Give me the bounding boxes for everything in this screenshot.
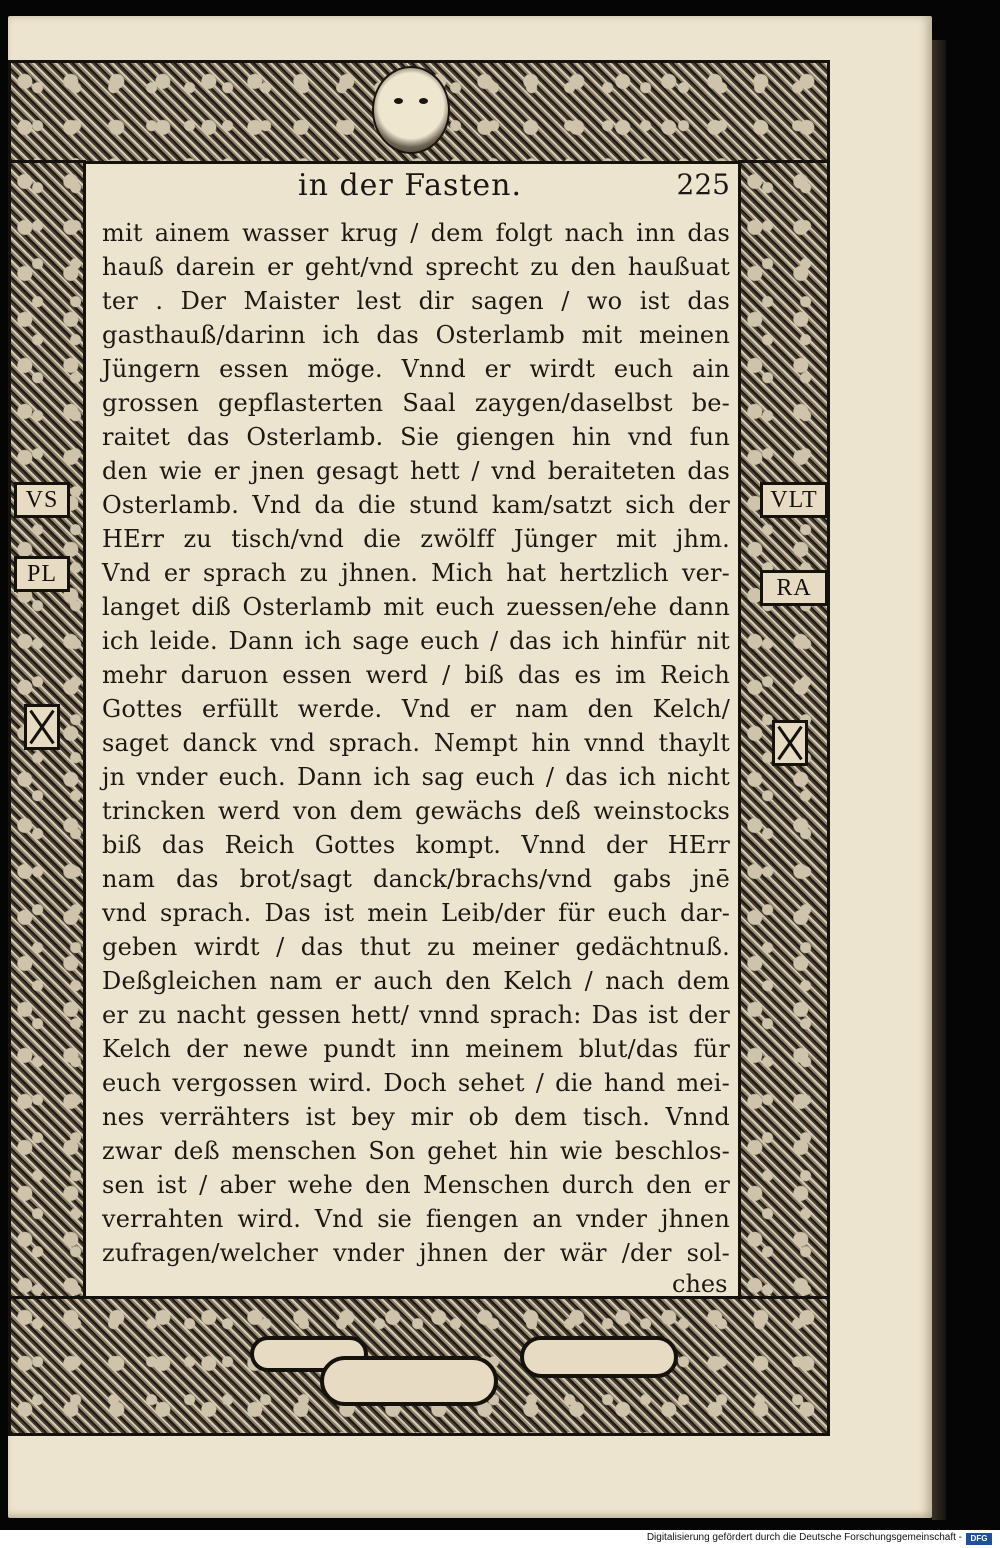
text-line: Gottes erfüllt werde. Vnd er nam den Kelch/ — [102, 695, 730, 723]
text-line: HErr zu tisch/vnd die zwölff Jünger mit jhm. — [102, 525, 730, 553]
text-line: ter . Der Maister lest dir sagen / wo ist das — [102, 287, 730, 315]
text-line: saget danck vnd sprach. Nempt hin vnnd thaylt — [102, 729, 730, 757]
funding-credit: Digitalisierung gefördert durch die Deutsche Forschungsgemeinschaft - — [646, 1532, 962, 1543]
left-banner-text-lower: PL — [26, 561, 57, 587]
text-line: zufragen/welcher vnder jhnen der wär /der sol- — [102, 1239, 730, 1267]
dfg-logo[interactable]: DFG — [966, 1533, 992, 1545]
text-line: mit ainem wasser krug / dem folgt nach inn das — [102, 219, 730, 247]
text-line: zwar deß menschen Son gehet hin wie beschlos- — [102, 1137, 730, 1165]
catchword: ches — [672, 1270, 728, 1298]
right-column-banner-upper — [760, 482, 828, 518]
text-line: nam das brot/sagt danck/brachs/vnd gabs jnē — [102, 865, 730, 893]
text-line: sen ist / aber wehe den Menschen durch den er — [102, 1171, 730, 1199]
text-line: mehr daruon essen werd / biß das es im Reich — [102, 661, 730, 689]
right-banner-text-lower: RA — [776, 575, 812, 601]
text-line: biß das Reich Gottes kompt. Vnnd der HErr — [102, 831, 730, 859]
book-edge — [932, 40, 946, 1520]
text-line: den wie er jnen gesagt hett / vnd beraiteten das — [102, 457, 730, 485]
text-line: gasthauß/darinn ich das Osterlamb mit meinen — [102, 321, 730, 349]
text-line: Vnd er sprach zu jhnen. Mich hat hertzlich ver- — [102, 559, 730, 587]
bottom-cartouche-center — [320, 1356, 498, 1406]
text-line: trincken werd von dem gewächs deß weinstocks — [102, 797, 730, 825]
running-head: in der Fasten. — [298, 168, 523, 203]
right-pillar-ornament — [772, 720, 808, 766]
text-line: Kelch der newe pundt inn meinem blut/das für — [102, 1035, 730, 1063]
right-column-banner-lower — [760, 570, 828, 606]
text-line: Jüngern essen möge. Vnnd er wirdt euch ain — [102, 355, 730, 383]
text-line: Osterlamb. Vnd da die stund kam/satzt sich der — [102, 491, 730, 519]
text-line: grossen gepflasterten Saal zaygen/daselbst be- — [102, 389, 730, 417]
cherub-face-ornament — [372, 66, 450, 154]
text-line: jn vnder euch. Dann ich sag euch / das ich nicht — [102, 763, 730, 791]
body-text — [102, 216, 730, 1270]
left-pillar-ornament — [24, 704, 60, 750]
text-line: verrahten wird. Vnd sie fiengen an vnder jhnen — [102, 1205, 730, 1233]
text-line: raitet das Osterlamb. Sie giengen hin vnd fun — [102, 423, 730, 451]
text-line: euch vergossen wird. Doch sehet / die hand mei- — [102, 1069, 730, 1097]
left-banner-text-upper: VS — [25, 487, 59, 513]
left-column-banner-lower — [14, 556, 70, 592]
text-line: geben wirdt / das thut zu meiner gedächtnuß. — [102, 933, 730, 961]
text-line: hauß darein er geht/vnd sprecht zu den haußuat — [102, 253, 730, 281]
text-line: langet diß Osterlamb mit euch zuessen/ehe dann — [102, 593, 730, 621]
text-line: nes verrähters ist bey mir ob dem tisch. Vnnd — [102, 1103, 730, 1131]
text-line: er zu nacht gessen hett/ vnnd sprach: Das ist der — [102, 1001, 730, 1029]
text-line: Deßgleichen nam er auch den Kelch / nach dem — [102, 967, 730, 995]
text-line: ich leide. Dann ich sage euch / das ich hinfür nit — [102, 627, 730, 655]
page-header — [100, 168, 730, 212]
text-line: vnd sprach. Das ist mein Leib/der für euch dar- — [102, 899, 730, 927]
left-column-banner-upper — [14, 482, 70, 518]
digitization-footer — [0, 1530, 1000, 1548]
page-number: 225 — [676, 168, 730, 201]
bottom-cartouche-right — [520, 1336, 678, 1378]
right-banner-text-upper: VLT — [770, 487, 818, 513]
